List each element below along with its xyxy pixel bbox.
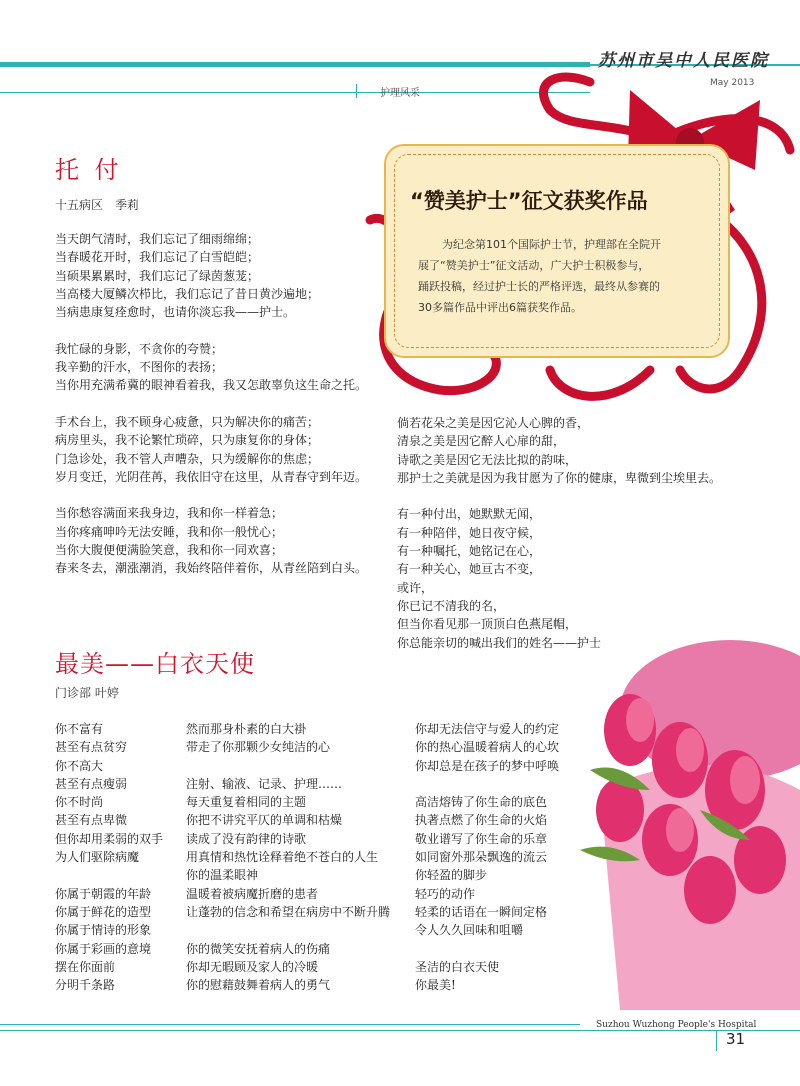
footer-divider (0, 1030, 800, 1031)
poem-line: 你属于彩画的意境 (55, 941, 152, 956)
poem-line: 我辛勤的汗水，不图你的表扬； (55, 360, 224, 375)
poem-line: 敬业谱写了你生命的乐章 (415, 831, 548, 846)
poem-line: 或许， (397, 580, 434, 595)
poem-line: 甚至有点贫穷 (55, 740, 128, 755)
poem-line: 带走了你那颗少女纯洁的心 (186, 740, 331, 755)
poem-line: 你轻盈的脚步 (415, 868, 488, 883)
footer-page-separator (716, 1031, 717, 1051)
header-accent-bar (0, 62, 590, 67)
poem-line: 当你疼痛呻吟无法安睡，我和你一般忧心； (55, 524, 284, 539)
tulip-gift-box-image (560, 590, 800, 1010)
poem-line: 每天重复着相同的主题 (186, 795, 307, 810)
poem-line: 你总能亲切的喊出我们的姓名——护士 (397, 635, 602, 650)
poem-line: 清泉之美是因它醉人心扉的甜， (397, 434, 566, 449)
poem-line: 如同窗外那朵飘逸的流云 (415, 850, 548, 865)
poem-line: 你不富有 (55, 722, 104, 736)
poem-line: 有一种关心，她亘古不变， (397, 562, 542, 577)
poem2-title: 最美——白衣天使 (55, 650, 255, 678)
notice-line: 踊跃投稿，经过护士长的严格评选，最终从参赛的 (418, 280, 660, 293)
poem-line: 执著点燃了你生命的火焰 (415, 813, 548, 828)
poem-line: 诗歌之美是因它无法比拟的韵味， (397, 452, 578, 467)
hospital-logo-text: 苏州市吴中人民医院 (598, 51, 769, 71)
poem-line: 摆在你面前 (55, 959, 116, 974)
poem-line: 你却总是在孩子的梦中呼唤 (415, 758, 560, 773)
poem-line: 分明千条路 (55, 978, 116, 993)
notice-text (418, 234, 700, 318)
poem-line: 有一种付出，她默默无闻， (397, 507, 542, 522)
poem-line: 当病患康复痊愈时，也请你淡忘我——护士。 (55, 305, 296, 320)
poem-line: 轻巧的动作 (415, 886, 476, 901)
poem-line: 然而那身朴素的白大褂 (186, 722, 307, 736)
poem-line: 圣洁的白衣天使 (415, 959, 500, 974)
poem-line: 但你却用柔弱的双手 (55, 831, 164, 846)
footer-divider-top (0, 1024, 580, 1025)
poem-line: 你把不讲究平仄的单调和枯燥 (186, 813, 343, 828)
poem-line: 手术台上，我不顾身心疲惫，只为解决你的痛苦； (55, 414, 320, 429)
poem-line: 当硕果累累时，我们忘记了绿茵葱茏； (55, 268, 260, 283)
poem-line: 你的慰藉鼓舞着病人的勇气 (186, 978, 331, 993)
poem-line: 让蓬勃的信念和希望在病房中不断升腾 (186, 904, 391, 919)
section-label: 护理风采 (380, 88, 420, 99)
poem2-byline: 门诊部 叶婷 (55, 686, 119, 700)
poem-line: 读成了没有韵律的诗歌 (186, 831, 307, 846)
notice-title: “赞美护士”征文获奖作品 (410, 189, 648, 213)
poem-line: 你属于情诗的形象 (55, 923, 152, 938)
poem-line: 春来冬去，潮涨潮消，我始终陪伴着你，从青丝陪到白头。 (55, 561, 368, 576)
poem-line: 当春暖花开时，我们忘记了白雪皑皑； (55, 250, 260, 265)
poem-line: 注射、输液、记录、护理…… (186, 776, 343, 791)
poem-line: 当你大腹便便满脸笑意，我和你一同欢喜； (55, 543, 284, 558)
issue-date: May 2013 (710, 78, 755, 88)
poem-line: 你却无暇顾及家人的冷暖 (186, 959, 319, 974)
poem-line: 病房里头，我不论繁忙琐碎，只为康复你的身体； (55, 433, 320, 448)
poem1-left-column (55, 230, 367, 578)
poem-line: 有一种陪伴，她日夜守候， (397, 525, 542, 540)
poem2-column-1 (55, 720, 163, 994)
poem-line: 当高楼大厦鳞次栉比，我们忘记了昔日黄沙遍地； (55, 286, 320, 301)
poem-line: 当你用充满希冀的眼神看着我，我又怎敢辜负这生命之托。 (55, 378, 368, 393)
poem-line: 你最美! (415, 978, 456, 993)
poem-line: 我忙碌的身影，不贪你的夸赞； (55, 341, 224, 356)
poem-line: 门急诊处，我不管人声嘈杂，只为缓解你的焦虑； (55, 451, 320, 466)
poem-line: 你的微笑安抚着病人的伤痛 (186, 941, 331, 956)
poem-line: 用真情和热忱诠释着绝不苍白的人生 (186, 850, 379, 865)
poem-line: 轻柔的话语在一瞬间定格 (415, 904, 548, 919)
poem-line: 甚至有点卑微 (55, 813, 128, 828)
header-divider (0, 92, 590, 93)
poem-line: 温暖着被病魔折磨的患者 (186, 886, 319, 901)
header-separator (356, 84, 357, 98)
page-number: 31 (726, 1030, 746, 1048)
poem1-title: 托 付 (55, 156, 123, 184)
poem-line: 你不高大 (55, 758, 104, 773)
poem-line: 倘若花朵之美是因它沁人心脾的香， (397, 416, 590, 430)
poem-line: 但当你看见那一顶顶白色燕尾帽， (397, 617, 578, 632)
poem-line: 岁月变迁，光阴荏苒，我依旧守在这里，从青春守到年迈。 (55, 469, 368, 484)
notice-line: 30多篇作品中评出6篇获奖作品。 (418, 301, 582, 314)
poem-line: 你不时尚 (55, 795, 104, 810)
poem-line: 你属于鲜花的造型 (55, 904, 152, 919)
poem1-byline: 十五病区 季莉 (55, 198, 140, 212)
poem2-column-2 (186, 720, 390, 994)
poem-line: 你却无法信守与爱人的约定 (415, 722, 560, 736)
poem-line: 令人久久回味和咀嚼 (415, 923, 524, 938)
notice-line: 展了“赞美护士”征文活动，广大护士积极参与， (418, 259, 650, 272)
poem2-column-3 (415, 720, 559, 994)
poem-line: 你已记不清我的名， (397, 598, 506, 613)
poem-line: 那护士之美就是因为我甘愿为了你的健康，卑微到尘埃里去。 (397, 470, 722, 485)
poem-line: 当天朗气清时，我们忘记了细雨绵绵； (55, 232, 260, 246)
poem-line: 你属于朝霞的年龄 (55, 886, 152, 901)
poem-line: 高洁熔铸了你生命的底色 (415, 795, 548, 810)
poem-line: 你的温柔眼神 (186, 868, 259, 883)
poem-line: 甚至有点瘦弱 (55, 776, 128, 791)
poem-line: 你的热心温暖着病人的心坎 (415, 740, 560, 755)
footer-hospital-name: Suzhou Wuzhong People's Hospital (596, 1020, 757, 1030)
poem-line: 当你愁容满面来我身边，我和你一样着急； (55, 506, 284, 521)
notice-line: 为纪念第101个国际护士节，护理部在全院开 (442, 238, 661, 251)
poem-line: 有一种嘱托，她铭记在心， (397, 544, 542, 559)
poem-line: 为人们驱除病魔 (55, 850, 140, 865)
